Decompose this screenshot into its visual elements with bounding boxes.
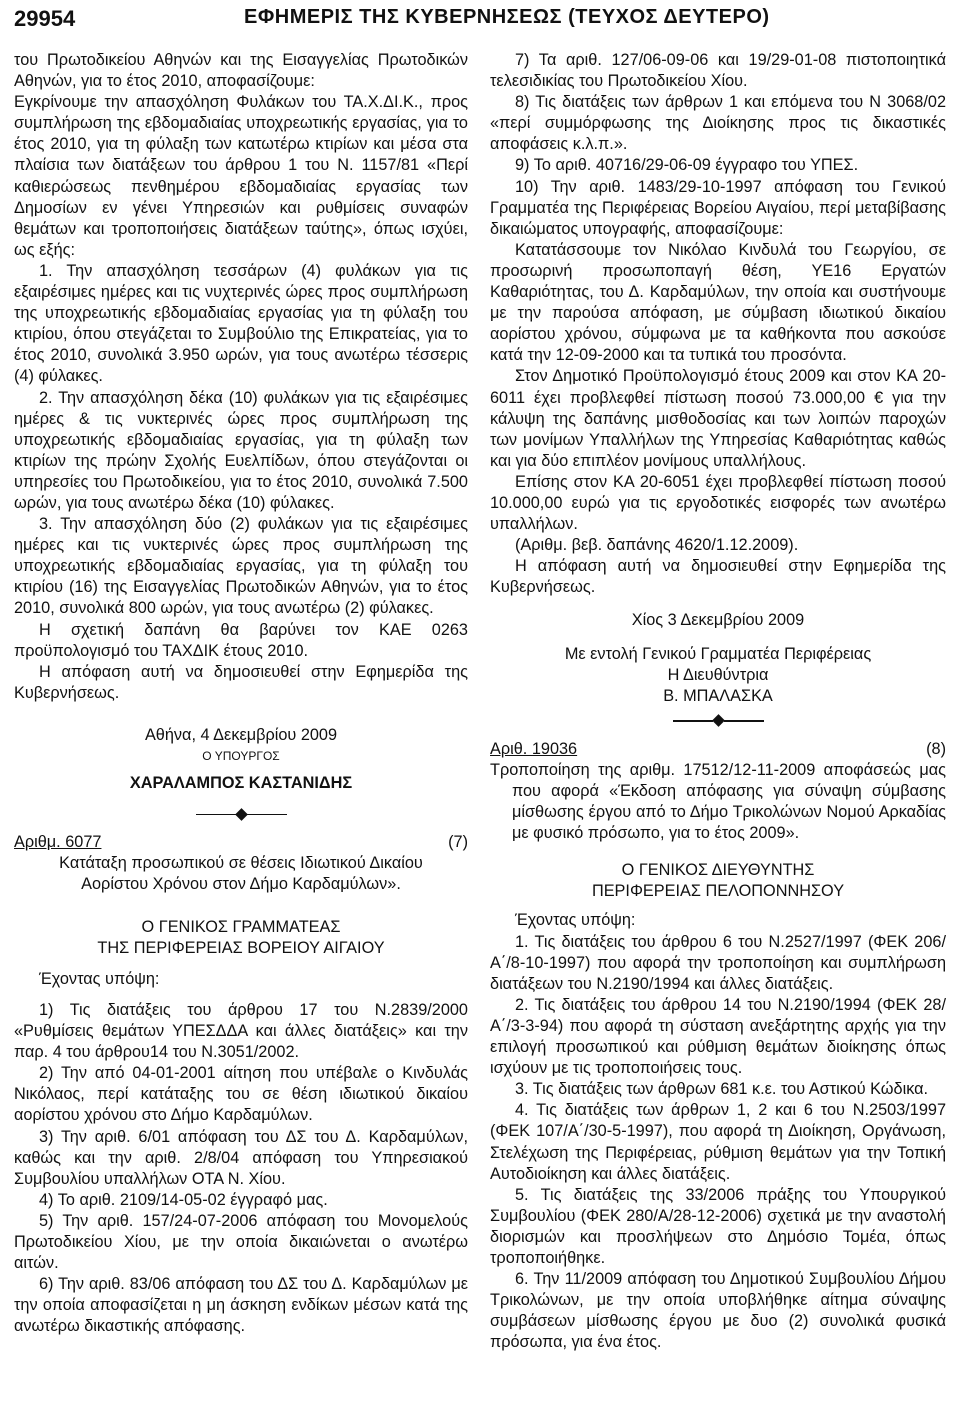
signatory-name: ΧΑΡΑΛΑΜΠΟΣ ΚΑΣΤΑΝΙΔΗΣ	[129, 774, 353, 793]
section-separator	[14, 802, 468, 826]
provision-3: 3. Τις διατάξεις των άρθρων 681 κ.ε. του Αστικού Κώδικα.	[515, 1080, 929, 1099]
right-column	[490, 50, 946, 1353]
authority-line-2: ΠΕΡΙΦΕΡΕΙΑΣ ΠΕΛΟΠΟΝΝΗΣΟΥ	[591, 882, 845, 901]
decision-title: Κατάταξη προσωπικού σε θέσεις Ιδιωτικού Δικαίου Αορίστου Χρόνου στον Δήμο Καρδαμύλων».	[59, 854, 423, 894]
publish-paragraph: Η απόφαση αυτή να δημοσιευθεί στην Εφημερίδα της Κυβερνήσεως.	[490, 557, 946, 597]
budget-paragraph-1: Στον Δημοτικό Προϋπολογισμό έτους 2009 και στον ΚΑ 20-6011 έχει προβλεφθεί πίστωση ποσού 73.000,00 € για την κάλυψη της δαπάνης μισθοδοσίας και των λοιπών παροχών των μονίμων Υπαλλήλων της Υπηρεσίας Καθαριότητας καθώς και για δύο επιπλέον μονίμους υπαλλήλους.	[490, 367, 946, 470]
consideration-8: 8) Τις διατάξεις των άρθρων 1 και επόμενα του Ν 3068/02 «περί συμμόρφωσης της Διοίκησης προς τις δικαστικές αποφάσεις κ.λ.π.».	[490, 93, 946, 154]
item-2: 2. Την απασχόληση δέκα (10) φυλάκων για τις εξαιρέσιμες ημέρες & τις νυκτερινές ώρες προς συμπλήρωση της υποχρεωτικής εβδομαδιαίας εργασίας, για τη φύλαξη των κτιρίων της πρώην Σχολής Ευελπίδων, όπου στεγάζονται οι υπηρεσίες του Πρωτοδικείου, για το έτος 2010, συνολικά 7.500 ωρών, για τους ανωτέρω δέκα (10) φύλακες.	[14, 388, 468, 512]
decision-index: (7)	[448, 833, 468, 852]
order-line: Με εντολή Γενικού Γραμματέα Περιφέρειας	[564, 644, 872, 663]
left-column	[14, 50, 468, 1337]
consideration-9: 9) Το αριθ. 40716/29-06-09 έγγραφο του ΥΠΕΣ.	[515, 156, 859, 175]
item-1: 1. Την απασχόληση τεσσάρων (4) φυλάκων για τις εξαιρέσιμες ημέρες και τις νυχτερινές ώρες προς συμπλήρωση της υποχρεωτικής εβδομαδιαίας εργασίας για τη φύλαξη του κτιρίου, όπου στεγάζεται το Συμβούλιο της Επικρατείας, για το έτος 2010, συνολικά 3.950 ωρών, για τους ανωτέρω τέσσερις (4) φύλακες.	[14, 261, 468, 386]
consideration-1: 1) Τις διατάξεις του άρθρου 17 του Ν.2839/2000 «Ρυθμίσεις θεμάτων ΥΠΕΣΔΔΑ και άλλες διατάξεις» και την παρ. 4 του άρθρου14 του Ν.3051/2002.	[14, 1000, 468, 1062]
gazette-title: ΕΦΗΜΕΡΙΣ ΤΗΣ ΚΥΒΕΡΝΗΣΕΩΣ (ΤΕΥΧΟΣ ΔΕΥΤΕΡΟ)	[244, 6, 770, 28]
consideration-7: 7) Τα αριθ. 127/06-09-06 και 19/29-01-08 πιστοποιητικά τελεσιδικίας του Πρωτοδικείου Χίου.	[490, 51, 946, 91]
provision-6: 6. Την 11/2009 απόφαση του Δημοτικού Συμβουλίου Δήμου Τρικολώνων, με την οποία υποβλήθηκε αίτημα σύναψης συμβάσεων μίσθωσης έργου με δυο (2) συνολικά φυσικά πρόσωπα, για ένα έτος.	[490, 1270, 946, 1352]
decision-paragraph: Κατατάσσουμε τον Νικόλαο Κινδυλά του Γεωργίου, σε προσωρινή προσωποπαγή θέση, ΥΕ16 Εργατών Καθαριότητας, του Δ. Καρδαμύλων, την οποία και συστήνουμε με την παρούσα απόφαση, με σύμβαση ιδιωτικού δικαίου αορίστου χρόνου, σύμφωνα με τα καθήκοντα που ασκούσε κατά την 12-09-2000 και τα τυπικά του προσόντα.	[490, 240, 946, 365]
consideration-10: 10) Την αριθ. 1483/29-10-1997 απόφαση του Γενικού Γραμματέα της Περιφέρειας Βορείου Αιγαίου, περί μεταβίβασης δικαιώματος υπογραφής, αποφασίζουμε:	[490, 177, 946, 238]
signatory-title: Η Διευθύντρια	[667, 665, 769, 684]
decision-index: (8)	[926, 739, 946, 758]
place-date: Αθήνα, 4 Δεκεμβρίου 2009	[144, 726, 338, 744]
budget-reference: (Αριθμ. βεβ. δαπάνης 4620/1.12.2009).	[515, 536, 799, 555]
authority-line-1: Ο ΓΕΝΙΚΟΣ ΓΡΑΜΜΑΤΕΑΣ	[141, 917, 341, 936]
consideration-6: 6) Την αριθ. 83/06 απόφαση του ΔΣ του Δ. Καρδαμύλων με την οποία αποφασίζεται η μη άσκηση ενδίκων μέσων κατά της ανωτέρω δικαστικής απόφασης.	[14, 1275, 468, 1336]
page-number: 29954	[14, 6, 76, 31]
provision-2: 2. Τις διατάξεις του άρθρου 14 του Ν.2190/1994 (ΦΕΚ 28/Α΄/3-3-94) που αφορά τη σύσταση ανεξάρτητης αρχής για την επιλογή προσωπικού και ρύθμιση θεμάτων διοίκησης όπως ισχύουν με τις τροποποιήσεις τους.	[490, 995, 946, 1078]
provision-4: 4. Τις διατάξεις των άρθρων 1, 2 και 6 του Ν.2503/1997 (ΦΕΚ 107/Α΄/30-5-1997), που αφορά τη Διοίκηση, Οργάνωση, Στελέχωση της Περιφέρειας, ρύθμιση θεμάτων για την Τοπική Αυτοδιοίκηση και άλλες διατάξεις.	[490, 1101, 946, 1183]
publish-paragraph: Η απόφαση αυτή να δημοσιευθεί στην Εφημερίδα της Κυβερνήσεως.	[14, 662, 468, 702]
intro-paragraph: του Πρωτοδικείου Αθηνών και της Εισαγγελίας Πρωτοδικών Αθηνών, για το έτος 2010, αποφασίζουμε:	[14, 51, 468, 91]
budget-paragraph-2: Επίσης στον ΚΑ 20-6051 έχει προβλεφθεί πίστωση ποσού 10.000,00 ευρώ για τις εργοδοτικές εισφορές των ανωτέρω υπαλλήλων.	[490, 472, 946, 534]
section-separator	[490, 709, 946, 733]
decision-number: Αριθ. 19036	[490, 739, 578, 758]
decision-title: Τροποποίηση της αριθμ. 17512/12-11-2009 αποφάσεώς μας που αφορά «Έκδοση απόφασης για σύναψη σύμβασης μίσθωσης έργου από το Δήμο Τρικολώνων Νομού Αρκαδίας με φυσικό πρόσωπο, για το έτος 2009».	[490, 760, 946, 843]
considering-heading: Έχοντας υπόψη:	[515, 911, 636, 930]
item-3: 3. Την απασχόληση δύο (2) φυλάκων για τις εξαιρέσιμες ημέρες και τις νυκτερινές ώρες προς συμπλήρωση της υποχρεωτικής εβδομαδιαίας εργασίας, για τη φύλαξη του κτιρίου (16) της Εισαγγελίας Πρωτοδικών Αθηνών, για το έτος 2010, συνολικά 800 ωρών, για τους ανωτέρω (2) φύλακες.	[14, 515, 468, 618]
authority-line-2: ΤΗΣ ΠΕΡΙΦΕΡΕΙΑΣ ΒΟΡΕΙΟΥ ΑΙΓΑΙΟΥ	[97, 938, 385, 957]
consideration-4: 4) Το αριθ. 2109/14-05-02 έγγραφό μας.	[39, 1190, 328, 1209]
consideration-3: 3) Την αριθ. 6/01 απόφαση του ΔΣ του Δ. Καρδαμύλων, καθώς και την αριθ. 2/8/04 απόφαση του Υπηρεσιακού Συμβουλίου υπαλλήλων ΟΤΑ Ν. Χίου.	[14, 1127, 468, 1188]
authority-line-1: Ο ΓΕΝΙΚΟΣ ΔΙΕΥΘΥΝΤΗΣ	[621, 861, 815, 880]
provision-5: 5. Τις διατάξεις της 33/2006 πράξης του Υπουργικού Συμβουλίου (ΦΕΚ 280/Α/28-12-2006) σχετικά με την αναστολή διορισμών και προσλήψεων στο Δημόσιο Τομέα, όπως τροποποιήθηκε.	[490, 1185, 946, 1267]
place-date: Χίος 3 Δεκεμβρίου 2009	[631, 611, 805, 630]
decision-number: Αριθμ. 6077	[14, 833, 102, 852]
signatory-title: Ο ΥΠΟΥΡΓΟΣ	[202, 749, 280, 764]
signatory-name: Β. ΜΠΑΛΑΣΚΑ	[663, 686, 773, 705]
considering-heading: Έχοντας υπόψη:	[39, 969, 160, 988]
consideration-5: 5) Την αριθ. 157/24-07-2006 απόφαση του Μονομελούς Πρωτοδικείου Χίου, με την οποία δικαιώνεται ο ανωτέρω αιτών.	[14, 1211, 468, 1273]
approval-paragraph: Εγκρίνουμε την απασχόληση Φυλάκων του ΤΑ.Χ.ΔΙ.Κ., προς συμπλήρωση της εβδομαδιαίας υποχρεωτικής εργασίας, για το έτος 2010, για τη φύλαξη των κατωτέρω κτιρίων και μέσα στα πλαίσια των διατάξεων του άρθρου 1 του Ν. 1157/81 «Περί καθιερώσεως πενθημέρου εβδομαδιαίας εργασίας των Δημοσίων εν γένει Υπηρεσιών και ρυθμίσεις συναφών θεμάτων και τροποποιήσεις διατάξεων ταύτης», όπως ισχύει, ως εξής:	[14, 93, 468, 259]
expense-paragraph: Η σχετική δαπάνη θα βαρύνει τον ΚΑΕ 0263 προϋπολογισμό του ΤΑΧΔΙΚ έτους 2010.	[14, 620, 468, 660]
provision-1: 1. Τις διατάξεις του άρθρου 6 του Ν.2527/1997 (ΦΕΚ 206/Α΄/8-10-1997) που αφορά την τροποποίηση και συμπλήρωση διατάξεων του Ν.2190/1994 και άλλες διατάξεις.	[490, 932, 946, 993]
page-header	[14, 6, 946, 36]
decision-number-row	[14, 832, 468, 853]
consideration-2: 2) Την από 04-01-2001 αίτηση που υπέβαλε ο Κινδυλάς Νικόλαος, περί κατάταξης του σε θέση ιδιωτικού δικαίου αορίστου χρόνου στο Δήμο Καρδαμύλων.	[14, 1064, 468, 1125]
decision-number-row	[490, 739, 946, 760]
